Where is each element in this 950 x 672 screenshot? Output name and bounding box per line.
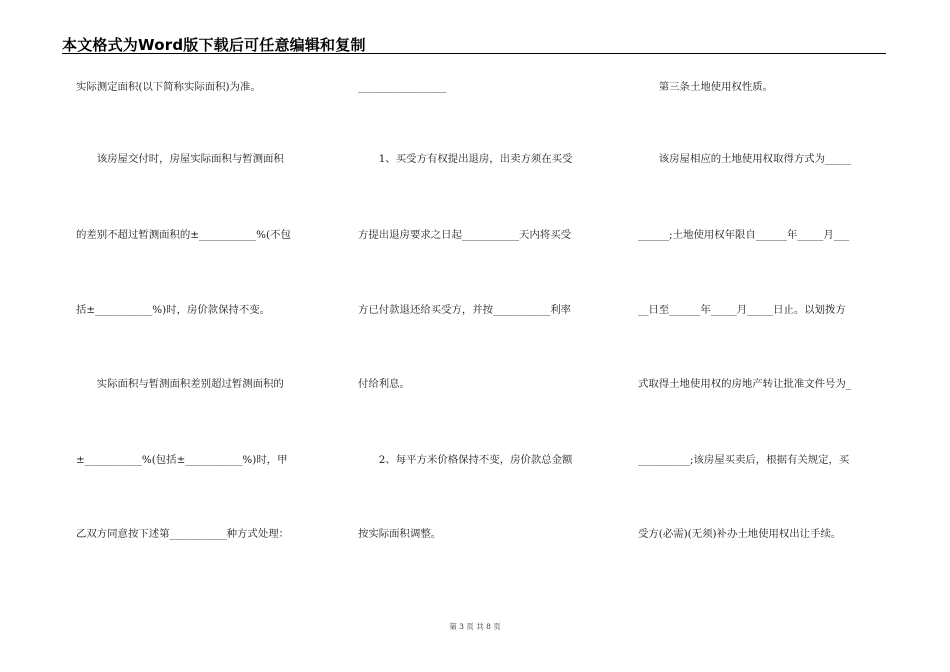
text-line: 的差别不超过暂测面积的±___________%(不包: [76, 229, 291, 241]
text-line: 该房屋交付时，房屋实际面积与暂测面积: [76, 153, 284, 165]
text-line: 1、买受方有权提出退房，出卖方须在买受: [358, 153, 573, 165]
text-line: _________________: [358, 81, 447, 93]
text-column-right: [638, 72, 888, 552]
text-line: 乙双方同意按下述第___________种方式处理：: [76, 528, 290, 540]
text-line: 方已付款退还给买受方，并按___________利率: [358, 304, 572, 316]
text-line: 2、每平方米价格保持不变，房价款总金额: [358, 454, 573, 466]
text-line: ±___________%(包括±___________%)时，甲: [76, 454, 288, 466]
text-line: 式取得土地使用权的房地产转让批准文件号为_: [638, 378, 852, 390]
text-line: ______;土地使用权年限自______年_____月___: [638, 229, 850, 241]
document-header-title: 本文格式为Word版下载后可任意编辑和复制: [62, 36, 366, 54]
text-column-left: [76, 72, 326, 552]
text-column-middle: [358, 72, 608, 552]
page-number: 第 3 页 共 8 页: [449, 622, 501, 631]
text-line: 受方(必需)(无须)补办土地使用权出让手续。: [638, 528, 842, 540]
header-divider: [62, 53, 886, 54]
text-line: 按实际面积调整。: [358, 528, 442, 540]
text-line: __日至______年_____月_____日止。以划拨方: [638, 304, 846, 316]
text-line: 付给利息。: [358, 378, 410, 390]
text-line: 该房屋相应的土地使用权取得方式为_____: [638, 153, 852, 165]
text-line: __________;该房屋买卖后，根据有关规定，买: [638, 454, 850, 466]
text-line: 实际测定面积(以下简称实际面积)为准。: [76, 81, 261, 93]
text-line: 实际面积与暂测面积差别超过暂测面积的: [76, 378, 284, 390]
text-line: 方提出退房要求之日起___________天内将买受: [358, 229, 572, 241]
text-line: 括±___________%)时，房价款保持不变。: [76, 304, 271, 316]
text-line: 第三条土地使用权性质。: [638, 81, 774, 93]
